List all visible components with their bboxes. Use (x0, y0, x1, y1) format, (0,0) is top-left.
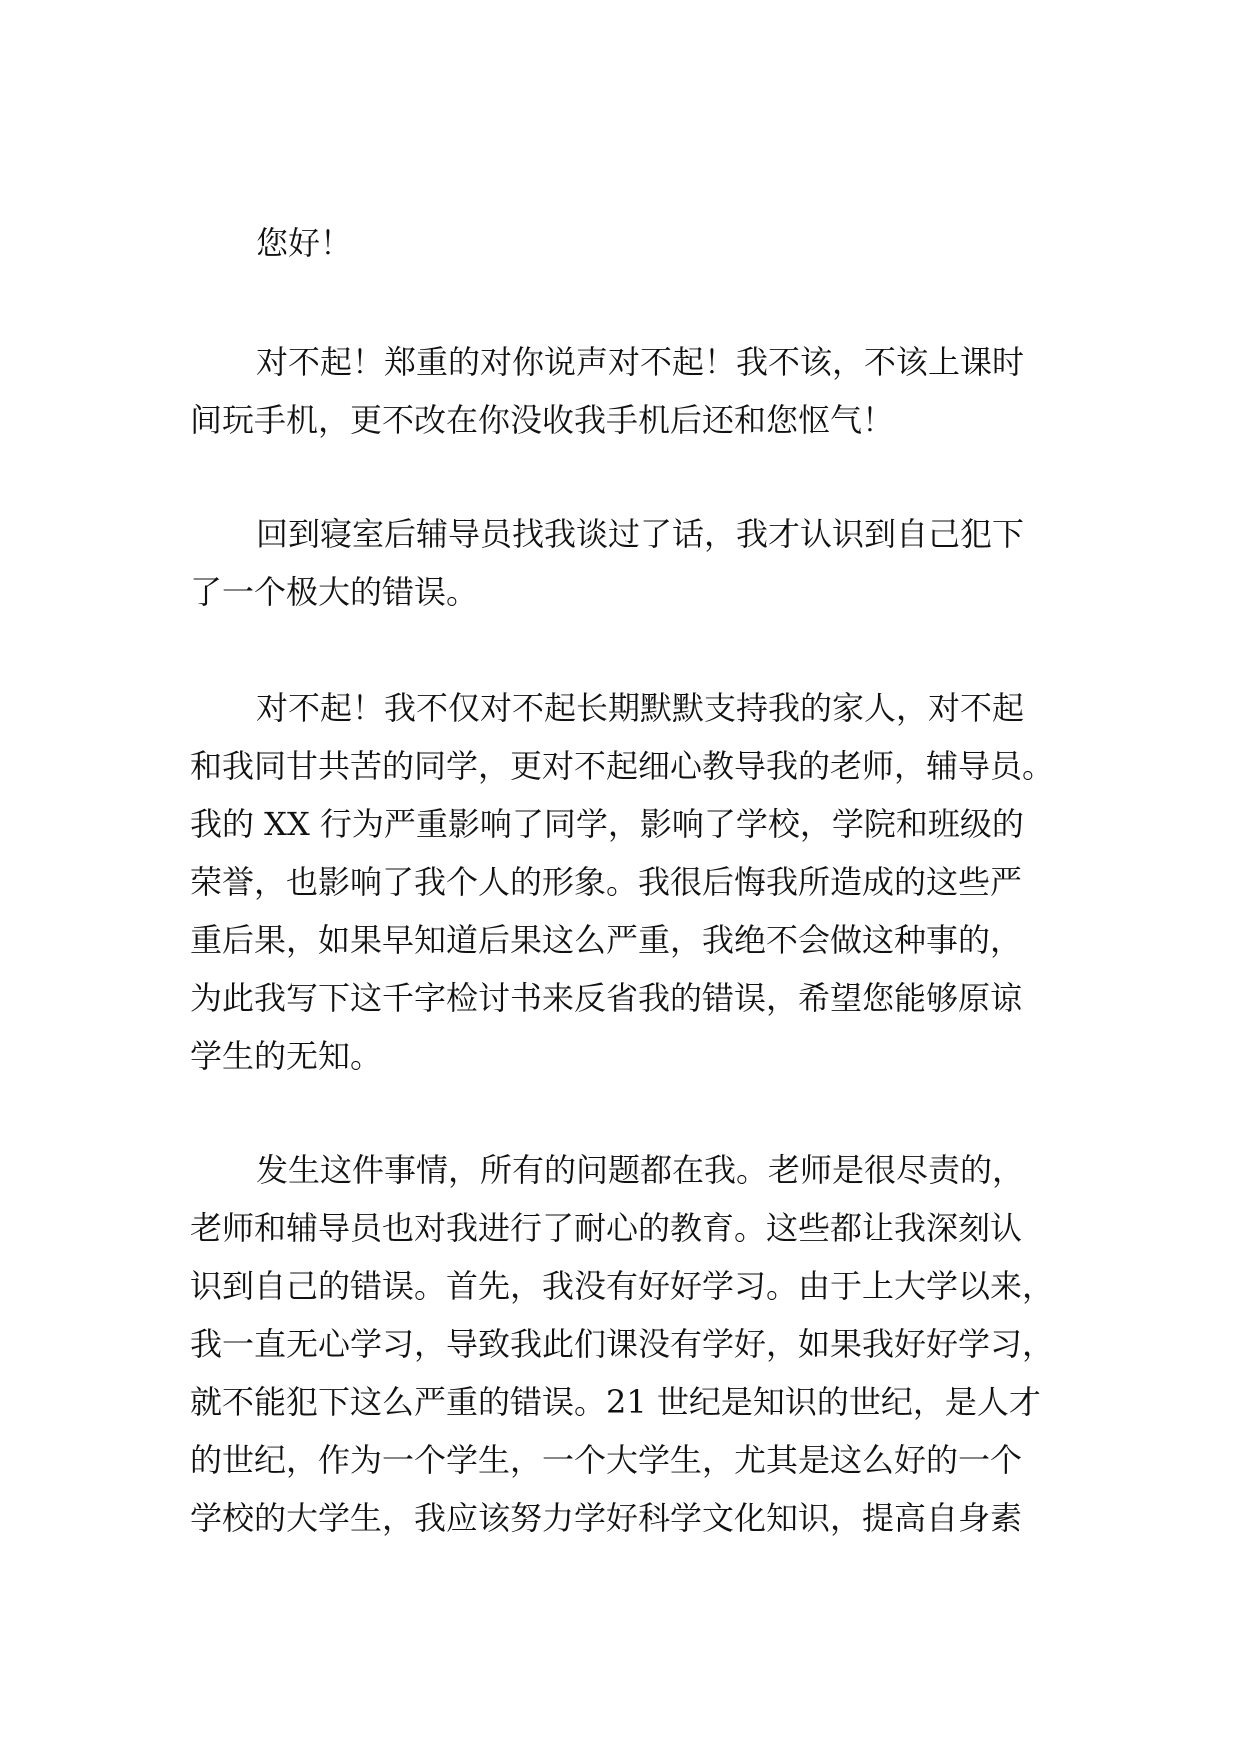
paragraph-4-line-5: 就不能犯下这么严重的错误。21 世纪是知识的世纪，是人才 (190, 1383, 1041, 1421)
paragraph-3-line-5: 重后果，如果早知道后果这么严重，我绝不会做这种事的， (190, 921, 1023, 959)
greeting-line: 您好！ (256, 224, 353, 262)
paragraph-4-line-6: 的世纪，作为一个学生，一个大学生，尤其是这么好的一个 (190, 1441, 1023, 1479)
paragraph-3-line-7: 学生的无知。 (190, 1037, 383, 1075)
paragraph-1-line-2: 间玩手机，更不改在你没收我手机后还和您怄气！ (190, 401, 895, 439)
paragraph-4-line-2: 老师和辅导员也对我进行了耐心的教育。这些都让我深刻认 (190, 1209, 1023, 1247)
paragraph-2-line-2: 了一个极大的错误。 (190, 573, 479, 611)
paragraph-3-line-4: 荣誉，也影响了我个人的形象。我很后悔我所造成的这些严 (190, 863, 1023, 901)
paragraph-4-line-3: 识到自己的错误。首先，我没有好好学习。由于上大学以来， (190, 1267, 1055, 1305)
paragraph-4-line-7: 学校的大学生，我应该努力学好科学文化知识，提高自身素 (190, 1499, 1023, 1537)
paragraph-3-line-6: 为此我写下这千字检讨书来反省我的错误，希望您能够原谅 (190, 979, 1023, 1017)
paragraph-3-line-2: 和我同甘共苦的同学，更对不起细心教导我的老师，辅导员。 (190, 747, 1055, 785)
paragraph-4-line-1: 发生这件事情，所有的问题都在我。老师是很尽责的， (256, 1151, 1025, 1189)
paragraph-3-line-1: 对不起！我不仅对不起长期默默支持我的家人，对不起 (256, 689, 1025, 727)
paragraph-2-line-1: 回到寝室后辅导员找我谈过了话，我才认识到自己犯下 (256, 515, 1025, 553)
paragraph-1-line-1: 对不起！郑重的对你说声对不起！我不该，不该上课时 (256, 343, 1025, 381)
paragraph-4-line-4: 我一直无心学习，导致我此们课没有学好，如果我好好学习， (190, 1325, 1055, 1363)
paragraph-3-line-3: 我的 XX 行为严重影响了同学，影响了学校，学院和班级的 (190, 805, 1024, 843)
